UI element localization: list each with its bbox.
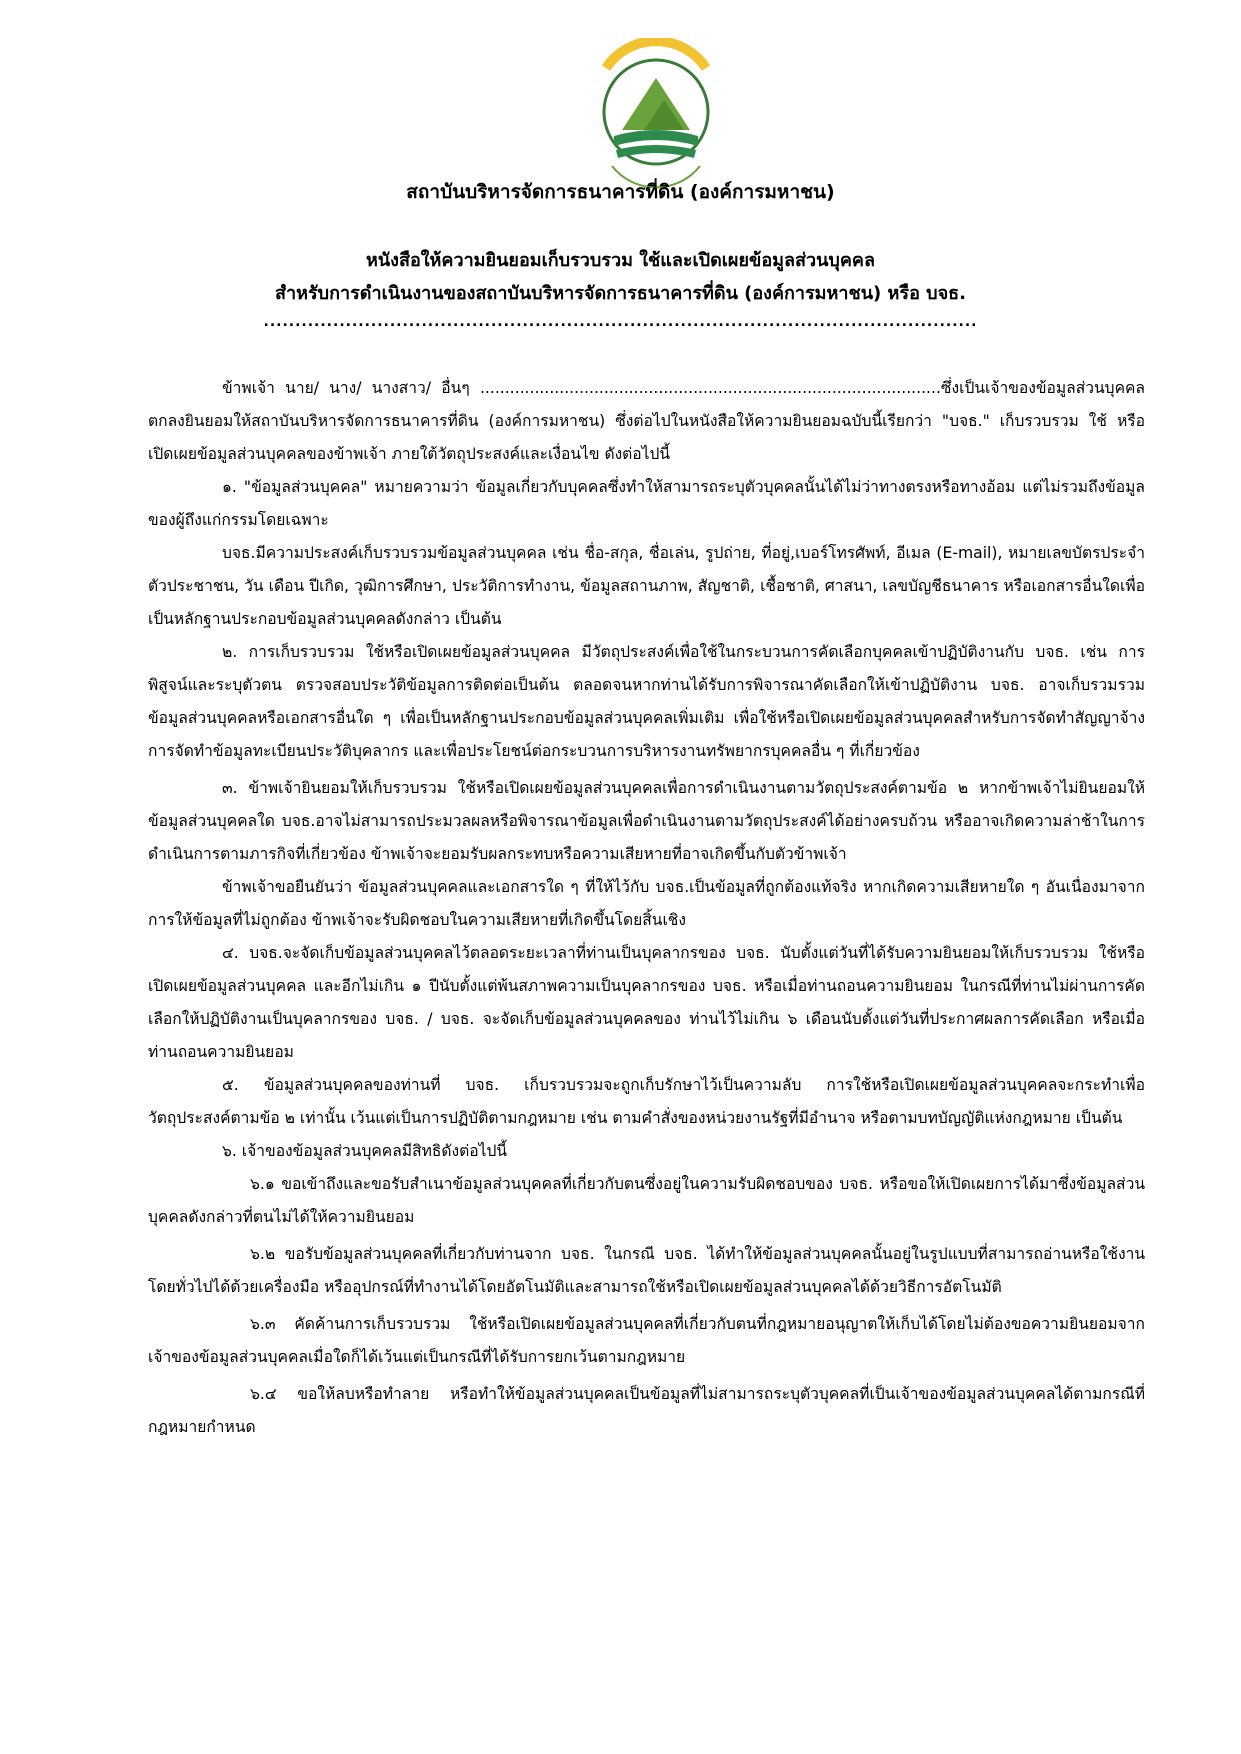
organization-logo-icon xyxy=(576,38,736,198)
logo-top-band xyxy=(606,41,706,68)
clause-6-3: ๖.๓ คัดค้านการเก็บรวบรวม ใช้หรือเปิดเผยข้อมูลส่วนบุคคลที่เกี่ยวกับตนที่กฎหมายอนุญาตให้เก็บได้โดยไม่ต้องขอความยินยอมจากเจ้าของข้อมูลส่วนบุคคลเมื่อใดก็ได้เว้นแต่เป็นกรณีที่ได้รับการยกเว้นตามกฎหมาย xyxy=(148,1315,1145,1366)
clause-6-4: ๖.๔ ขอให้ลบหรือทำลาย หรือทำให้ข้อมูลส่วนบุคคลเป็นข้อมูลที่ไม่สามารถระบุตัวบุคคลที่เป็นเจ้าของข้อมูลส่วนบุคคลได้ตามกรณีที่กฎหมายกำหนด xyxy=(148,1385,1145,1436)
document-title xyxy=(0,244,1241,310)
document-title-line-2: สำหรับการดำเนินงานของสถาบันบริหารจัดการธนาคารที่ดิน (องค์การมหาชน) หรือ บจธ. xyxy=(275,283,966,304)
consent-body xyxy=(148,372,1145,1444)
logo-river-1 xyxy=(614,130,698,146)
clause-6-1: ๖.๑ ขอเข้าถึงและขอรับสำเนาข้อมูลส่วนบุคคลที่เกี่ยวกับตนซึ่งอยู่ในความรับผิดชอบของ บจธ. หรือขอให้เปิดเผยการได้มาซึ่งข้อมูลส่วนบุคคลดังกล่าวที่ตนไม่ได้ให้ความยินยอม xyxy=(148,1175,1145,1226)
title-dotted-separator: ................................................................................................................. xyxy=(263,314,978,330)
document-title-line-1: หนังสือให้ความยินยอมเก็บรวบรวม ใช้และเปิดเผยข้อมูลส่วนบุคคล xyxy=(366,250,875,271)
clause-1-details: บจธ.มีความประสงค์เก็บรวบรวมข้อมูลส่วนบุคคล เช่น ชื่อ-สกุล, ชื่อเล่น, รูปถ่าย, ที่อยู่,เบอร์โทรศัพท์, อีเมล (E-mail), หมายเลขบัตรประจำตัวประชาชน, วัน เดือน ปีเกิด, วุฒิการศึกษา, ประวัติการทำงาน, ข้อมูลสถานภาพ, สัญชาติ, เชื้อชาติ, ศาสนา, เลขบัญชีธนาคาร หรือเอกสารอื่นใดเพื่อเป็นหลักฐานประกอบข้อมูลส่วนบุคคลดังกล่าว เป็นต้น xyxy=(148,544,1145,628)
clause-2: ๒. การเก็บรวบรวม ใช้หรือเปิดเผยข้อมูลส่วนบุคคล มีวัตถุประสงค์เพื่อใช้ในกระบวนการคัดเลือกบุคคลเข้าปฏิบัติงานกับ บจธ. เช่น การพิสูจน์และระบุตัวตน ตรวจสอบประวัติข้อมูลการติดต่อเป็นต้น ตลอดจนหากท่านได้รับการพิจารณาคัดเลือกให้เข้าปฏิบัติงาน บจธ. อาจเก็บรวมรวมข้อมูลส่วนบุคคลหรือเอกสารอื่นใด ๆ เพื่อเป็นหลักฐานประกอบข้อมูลส่วนบุคคลเพิ่มเติม เพื่อใช้หรือเปิดเผยข้อมูลส่วนบุคคลสำหรับการจัดทำสัญญาจ้าง การจัดทำข้อมูลทะเบียนประวัติบุคลากร และเพื่อประโยชน์ต่อกระบวนการบริหารงานทรัพยากรบุคคลอื่น ๆ ที่เกี่ยวข้อง xyxy=(148,643,1145,760)
clause-5: ๕. ข้อมูลส่วนบุคคลของท่านที่ บจธ. เก็บรวบรวมจะถูกเก็บรักษาไว้เป็นความลับ การใช้หรือเปิดเผยข้อมูลส่วนบุคคลจะกระทำเพื่อวัตถุประสงค์ตามข้อ ๒ เท่านั้น เว้นแต่เป็นการปฏิบัติตามกฎหมาย เช่น ตามคำสั่งของหน่วยงานรัฐที่มีอำนาจ หรือตามบทบัญญัติแห่งกฎหมาย เป็นต้น xyxy=(148,1076,1145,1127)
clause-4: ๔. บจธ.จะจัดเก็บข้อมูลส่วนบุคคลไว้ตลอดระยะเวลาที่ท่านเป็นบุคลากรของ บจธ. นับตั้งแต่วันที่ได้รับความยินยอมให้เก็บรวบรวม ใช้หรือเปิดเผยข้อมูลส่วนบุคคล และอีกไม่เกิน ๑ ปีนับตั้งแต่พ้นสภาพความเป็นบุคลากรของ บจธ. หรือเมื่อท่านถอนความยินยอม ในกรณีที่ท่านไม่ผ่านการคัดเลือกให้ปฏิบัติงานเป็นบุคลากรของ บจธ. / บจธ. จะจัดเก็บข้อมูลส่วนบุคคลของ ท่านไว้ไม่เกิน ๖ เดือนนับตั้งแต่วันที่ประกาศผลการคัดเลือก หรือเมื่อท่านถอนความยินยอม xyxy=(148,944,1145,1061)
organization-title: สถาบันบริหารจัดการธนาคารที่ดิน (องค์การมหาชน) xyxy=(406,181,835,203)
clause-6: ๖. เจ้าของข้อมูลส่วนบุคคลมีสิทธิดังต่อไปนี้ xyxy=(222,1142,508,1160)
clause-6-2: ๖.๒ ขอรับข้อมูลส่วนบุคคลที่เกี่ยวกับท่านจาก บจธ. ในกรณี บจธ. ได้ทำให้ข้อมูลส่วนบุคคลนั้นอยู่ในรูปแบบที่สามารถอ่านหรือใช้งานโดยทั่วไปได้ด้วยเครื่องมือ หรืออุปกรณ์ที่ทำงานได้โดยอัตโนมัติและสามารถใช้หรือเปิดเผยข้อมูลส่วนบุคคลได้ด้วยวิธีการอัตโนมัติ xyxy=(148,1245,1145,1296)
clause-3-confirmation: ข้าพเจ้าขอยืนยันว่า ข้อมูลส่วนบุคคลและเอกสารใด ๆ ที่ให้ไว้กับ บจธ.เป็นข้อมูลที่ถูกต้องแท้จริง หากเกิดความเสียหายใด ๆ อันเนื่องมาจากการให้ข้อมูลที่ไม่ถูกต้อง ข้าพเจ้าจะรับผิดชอบในความเสียหายที่เกิดขึ้นโดยสิ้นเชิง xyxy=(148,878,1145,929)
intro-paragraph: ข้าพเจ้า นาย/ นาง/ นางสาว/ อื่นๆ .............................................................................................ซึ่งเป็นเจ้าของข้อมูลส่วนบุคคลตกลงยินยอมให้สถาบันบริหารจัดการธนาคารที่ดิน (องค์การมหาชน) ซึ่งต่อไปในหนังสือให้ความยินยอมฉบับนี้เรียกว่า "บจธ." เก็บรวบรวม ใช้ หรือ เปิดเผยข้อมูลส่วนบุคคลของข้าพเจ้า ภายใต้วัตถุประสงค์และเงื่อนไข ดังต่อไปนี้ xyxy=(148,379,1145,463)
clause-3: ๓. ข้าพเจ้ายินยอมให้เก็บรวบรวม ใช้หรือเปิดเผยข้อมูลส่วนบุคคลเพื่อการดำเนินงานตามวัตถุประสงค์ตามข้อ ๒ หากข้าพเจ้าไม่ยินยอมให้ข้อมูลส่วนบุคคลใด บจธ.อาจไม่สามารถประมวลผลหรือพิจารณาข้อมูลเพื่อดำเนินงานตามวัตถุประสงค์ได้อย่างครบถ้วน หรืออาจเกิดความล่าช้าในการดำเนินการตามภารกิจที่เกี่ยวข้อง ข้าพเจ้าจะยอมรับผลกระทบหรือความเสียหายที่อาจเกิดขึ้นกับตัวข้าพเจ้า xyxy=(148,779,1145,863)
clause-1: ๑. "ข้อมูลส่วนบุคคล" หมายความว่า ข้อมูลเกี่ยวกับบุคคลซึ่งทำให้สามารถระบุตัวบุคคลนั้นได้ไม่ว่าทางตรงหรือทางอ้อม แต่ไม่รวมถึงข้อมูลของผู้ถึงแก่กรรมโดยเฉพาะ xyxy=(148,478,1145,529)
